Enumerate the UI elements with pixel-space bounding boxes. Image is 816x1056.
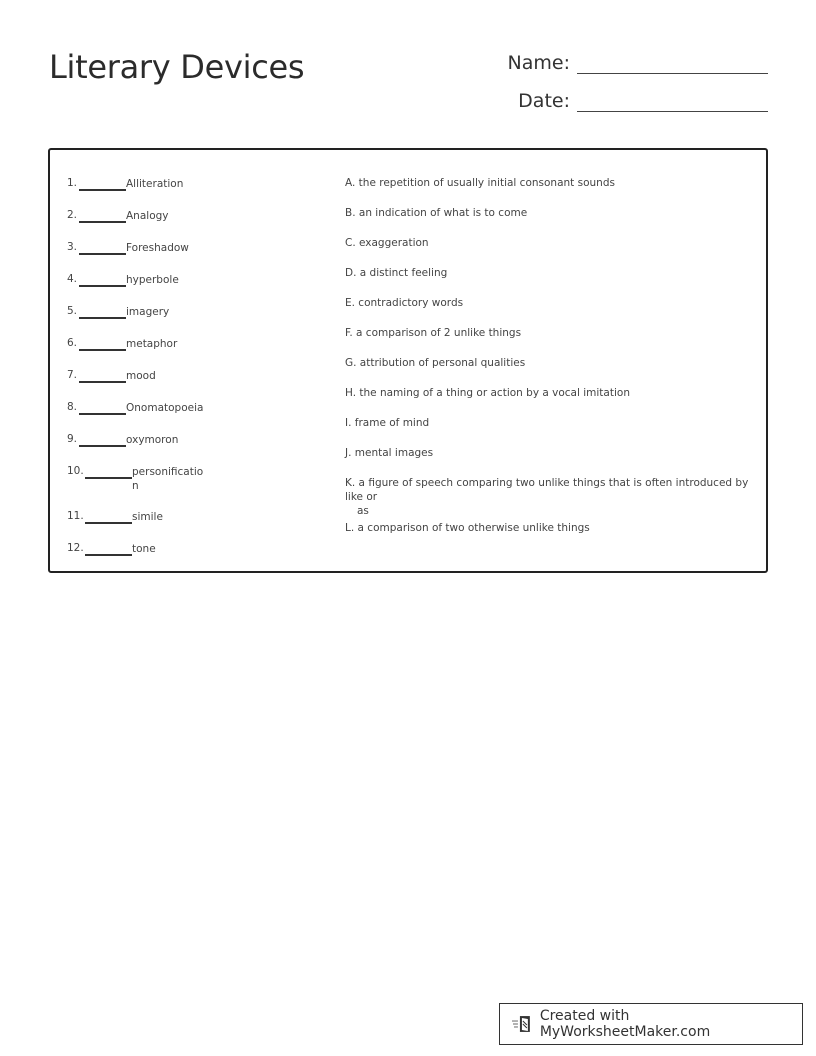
answer-blank[interactable] [79, 273, 126, 287]
definition-item: D. a distinct feeling [345, 267, 448, 279]
term-item [67, 177, 196, 191]
term-item [67, 273, 196, 287]
answer-blank[interactable] [79, 305, 126, 319]
term-word: Foreshadow [126, 242, 189, 254]
term-item [67, 465, 202, 493]
term-number: 11. [67, 510, 84, 522]
answer-blank[interactable] [85, 465, 132, 479]
date-field [490, 90, 768, 112]
term-number: 6. [67, 337, 78, 349]
definition-item: E. contradictory words [345, 297, 464, 309]
definition-item: H. the naming of a thing or action by a vocal imitation [345, 387, 630, 399]
answer-blank[interactable] [79, 433, 126, 447]
date-label: Date: [518, 90, 570, 112]
term-item [67, 510, 202, 524]
term-item [67, 241, 196, 255]
matching-box [48, 148, 768, 573]
answer-blank[interactable] [79, 401, 126, 415]
definition-item: F. a comparison of 2 unlike things [345, 327, 522, 339]
term-number: 4. [67, 273, 78, 285]
definition-item: A. the repetition of usually initial consonant sounds [345, 177, 615, 189]
term-number: 5. [67, 305, 78, 317]
term-number: 8. [67, 401, 78, 413]
term-item [67, 433, 196, 447]
term-item [67, 542, 202, 556]
term-word: oxymoron [126, 434, 179, 446]
term-word: tone [132, 543, 156, 555]
answer-blank[interactable] [79, 241, 126, 255]
footer-credit[interactable] [499, 1003, 803, 1045]
term-word: personificatio n [132, 466, 204, 492]
term-word: hyperbole [126, 274, 179, 286]
term-word: mood [126, 370, 156, 382]
term-word: imagery [126, 306, 170, 318]
term-number: 9. [67, 433, 78, 445]
term-item [67, 209, 196, 223]
answer-blank[interactable] [79, 177, 126, 191]
term-word: Alliteration [126, 178, 184, 190]
term-item [67, 369, 196, 383]
term-word: simile [132, 511, 163, 523]
answer-blank[interactable] [85, 542, 132, 556]
term-word: metaphor [126, 338, 178, 350]
term-number: 3. [67, 241, 78, 253]
term-number: 12. [67, 542, 84, 554]
definition-item: J. mental images [345, 447, 434, 459]
term-item [67, 401, 204, 415]
answer-blank[interactable] [79, 369, 126, 383]
definition-item: B. an indication of what is to come [345, 207, 528, 219]
answer-blank[interactable] [85, 510, 132, 524]
definition-item: I. frame of mind [345, 417, 430, 429]
definition-item: G. attribution of personal qualities [345, 357, 526, 369]
answer-blank[interactable] [79, 337, 126, 351]
term-item [67, 337, 196, 351]
name-label: Name: [507, 52, 570, 74]
definition-item: K. a figure of speech comparing two unlike things that is often introduced by like or as [345, 477, 749, 517]
page-title: Literary Devices [49, 48, 305, 86]
footer-text: Created with MyWorksheetMaker.com [539, 1008, 711, 1040]
term-number: 7. [67, 369, 78, 381]
date-blank-line[interactable] [577, 91, 768, 112]
name-field [490, 52, 768, 74]
worksheet-logo-icon [512, 1014, 534, 1034]
answer-blank[interactable] [79, 209, 126, 223]
definition-item: L. a comparison of two otherwise unlike things [345, 522, 590, 534]
term-item [67, 305, 196, 319]
term-number: 10. [67, 465, 84, 477]
term-number: 2. [67, 209, 78, 221]
definition-item: C. exaggeration [345, 237, 429, 249]
term-word: Analogy [126, 210, 169, 222]
term-word: Onomatopoeia [126, 402, 204, 414]
name-blank-line[interactable] [577, 53, 768, 74]
term-number: 1. [67, 177, 78, 189]
